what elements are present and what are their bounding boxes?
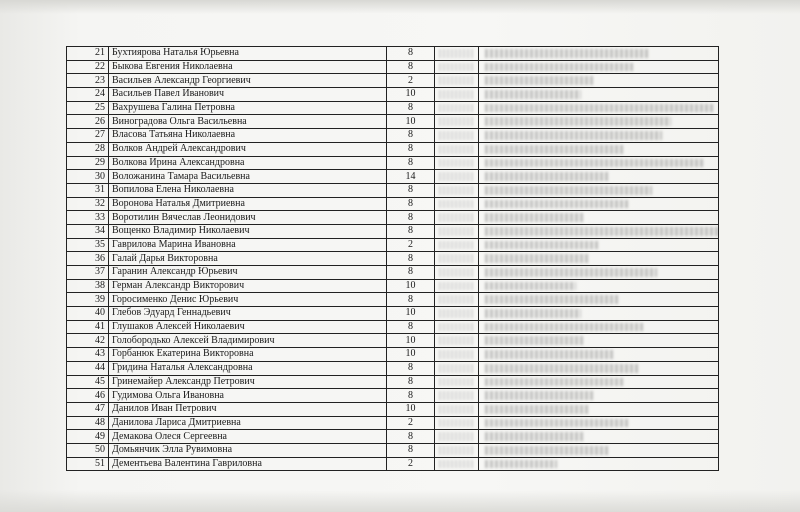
grade-value: 8	[387, 156, 435, 170]
redacted-cell	[435, 238, 479, 252]
person-name: Вахрушева Галина Петровна	[109, 101, 387, 115]
row-number: 25	[67, 101, 109, 115]
person-name: Гудимова Ольга Ивановна	[109, 389, 387, 403]
person-name: Виноградова Ольга Васильевна	[109, 115, 387, 129]
redacted-phone	[479, 142, 719, 156]
row-number: 29	[67, 156, 109, 170]
row-number: 27	[67, 129, 109, 143]
row-number: 42	[67, 334, 109, 348]
grade-value: 8	[387, 252, 435, 266]
table-row	[67, 457, 719, 471]
person-name: Горосименко Денис Юрьевич	[109, 293, 387, 307]
grade-value: 8	[387, 266, 435, 280]
row-number: 50	[67, 443, 109, 457]
person-name: Воронова Наталья Дмитриевна	[109, 197, 387, 211]
redacted-phone	[479, 101, 719, 115]
table-row	[67, 47, 719, 61]
row-number: 24	[67, 88, 109, 102]
row-number: 37	[67, 266, 109, 280]
grade-value: 8	[387, 142, 435, 156]
redacted-phone	[479, 457, 719, 471]
table-row	[67, 142, 719, 156]
redacted-cell	[435, 457, 479, 471]
grade-value: 8	[387, 293, 435, 307]
person-name: Гаврилова Марина Ивановна	[109, 238, 387, 252]
grade-value: 2	[387, 238, 435, 252]
row-number: 26	[67, 115, 109, 129]
table-row	[67, 375, 719, 389]
row-number: 44	[67, 361, 109, 375]
redacted-phone	[479, 47, 719, 61]
grade-value: 2	[387, 416, 435, 430]
grade-value: 14	[387, 170, 435, 184]
table-row	[67, 307, 719, 321]
redacted-phone	[479, 211, 719, 225]
table-row	[67, 211, 719, 225]
grade-value: 8	[387, 47, 435, 61]
redacted-cell	[435, 348, 479, 362]
redacted-phone	[479, 252, 719, 266]
row-number: 40	[67, 307, 109, 321]
row-number: 48	[67, 416, 109, 430]
row-number: 22	[67, 60, 109, 74]
redacted-cell	[435, 211, 479, 225]
person-name: Гринемайер Александр Петрович	[109, 375, 387, 389]
person-name: Домьянчик Элла Рувимовна	[109, 443, 387, 457]
table-row	[67, 115, 719, 129]
redacted-cell	[435, 142, 479, 156]
table-row	[67, 101, 719, 115]
table-row	[67, 443, 719, 457]
redacted-phone	[479, 279, 719, 293]
redacted-cell	[435, 320, 479, 334]
redacted-cell	[435, 60, 479, 74]
redacted-phone	[479, 334, 719, 348]
redacted-cell	[435, 88, 479, 102]
grade-value: 2	[387, 74, 435, 88]
grade-value: 8	[387, 361, 435, 375]
redacted-cell	[435, 47, 479, 61]
redacted-phone	[479, 183, 719, 197]
redacted-cell	[435, 416, 479, 430]
redacted-cell	[435, 183, 479, 197]
person-name: Демакова Олеся Сергеевна	[109, 430, 387, 444]
table-row	[67, 266, 719, 280]
top-edge-shadow	[0, 0, 800, 14]
table-row	[67, 320, 719, 334]
person-name: Бухтиярова Наталья Юрьевна	[109, 47, 387, 61]
redacted-phone	[479, 307, 719, 321]
redacted-phone	[479, 115, 719, 129]
row-number: 32	[67, 197, 109, 211]
redacted-cell	[435, 307, 479, 321]
redacted-cell	[435, 156, 479, 170]
person-name: Галай Дарья Викторовна	[109, 252, 387, 266]
table-row	[67, 60, 719, 74]
redacted-phone	[479, 361, 719, 375]
table-row	[67, 170, 719, 184]
person-name: Герман Александр Викторович	[109, 279, 387, 293]
grade-value: 8	[387, 320, 435, 334]
person-name: Воротилин Вячеслав Леонидович	[109, 211, 387, 225]
person-name: Глебов Эдуард Геннадьевич	[109, 307, 387, 321]
row-number: 38	[67, 279, 109, 293]
row-number: 45	[67, 375, 109, 389]
person-name: Власова Татьяна Николаевна	[109, 129, 387, 143]
grade-value: 8	[387, 443, 435, 457]
redacted-cell	[435, 129, 479, 143]
grade-value: 10	[387, 115, 435, 129]
row-number: 33	[67, 211, 109, 225]
row-number: 46	[67, 389, 109, 403]
row-number: 21	[67, 47, 109, 61]
row-number: 34	[67, 224, 109, 238]
redacted-phone	[479, 266, 719, 280]
table-row	[67, 279, 719, 293]
redacted-cell	[435, 197, 479, 211]
row-number: 41	[67, 320, 109, 334]
table-row	[67, 348, 719, 362]
table-row	[67, 293, 719, 307]
grade-value: 10	[387, 348, 435, 362]
redacted-phone	[479, 156, 719, 170]
redacted-phone	[479, 197, 719, 211]
person-name: Вопилова Елена Николаевна	[109, 183, 387, 197]
redacted-cell	[435, 224, 479, 238]
row-number: 30	[67, 170, 109, 184]
redacted-phone	[479, 402, 719, 416]
grade-value: 8	[387, 211, 435, 225]
redacted-cell	[435, 443, 479, 457]
person-name: Голобородько Алексей Владимирович	[109, 334, 387, 348]
table-row	[67, 238, 719, 252]
table-row	[67, 334, 719, 348]
grade-value: 8	[387, 430, 435, 444]
person-name: Волков Андрей Александрович	[109, 142, 387, 156]
grade-value: 8	[387, 183, 435, 197]
table-row	[67, 389, 719, 403]
row-number: 39	[67, 293, 109, 307]
table-row	[67, 74, 719, 88]
person-name: Гаранин Александр Юрьевич	[109, 266, 387, 280]
table-row	[67, 430, 719, 444]
redacted-cell	[435, 334, 479, 348]
person-name: Данилов Иван Петрович	[109, 402, 387, 416]
person-name: Васильев Павел Иванович	[109, 88, 387, 102]
grade-value: 10	[387, 279, 435, 293]
redacted-cell	[435, 375, 479, 389]
redacted-phone	[479, 224, 719, 238]
person-name: Воложанина Тамара Васильевна	[109, 170, 387, 184]
redacted-phone	[479, 60, 719, 74]
table-row	[67, 361, 719, 375]
person-name: Гридина Наталья Александровна	[109, 361, 387, 375]
grade-value: 8	[387, 60, 435, 74]
person-name: Волкова Ирина Александровна	[109, 156, 387, 170]
table-row	[67, 402, 719, 416]
table-row	[67, 416, 719, 430]
table-row	[67, 129, 719, 143]
bottom-edge-shadow	[0, 490, 800, 512]
row-number: 43	[67, 348, 109, 362]
table-row	[67, 88, 719, 102]
margin-bleed-through	[6, 150, 24, 370]
table-row	[67, 224, 719, 238]
grade-value: 8	[387, 375, 435, 389]
person-name: Горбанюк Екатерина Викторовна	[109, 348, 387, 362]
person-name: Глушаков Алексей Николаевич	[109, 320, 387, 334]
grade-value: 8	[387, 224, 435, 238]
grade-value: 10	[387, 307, 435, 321]
redacted-phone	[479, 238, 719, 252]
grade-value: 8	[387, 101, 435, 115]
redacted-cell	[435, 101, 479, 115]
redacted-cell	[435, 389, 479, 403]
row-number: 28	[67, 142, 109, 156]
redacted-cell	[435, 74, 479, 88]
redacted-cell	[435, 430, 479, 444]
redacted-cell	[435, 293, 479, 307]
person-name: Быкова Евгения Николаевна	[109, 60, 387, 74]
row-number: 35	[67, 238, 109, 252]
redacted-phone	[479, 430, 719, 444]
redacted-cell	[435, 170, 479, 184]
row-number: 31	[67, 183, 109, 197]
row-number: 47	[67, 402, 109, 416]
grade-value: 8	[387, 129, 435, 143]
redacted-cell	[435, 361, 479, 375]
redacted-phone	[479, 74, 719, 88]
redacted-cell	[435, 402, 479, 416]
row-number: 36	[67, 252, 109, 266]
redacted-phone	[479, 129, 719, 143]
roster-body	[67, 47, 719, 471]
redacted-cell	[435, 252, 479, 266]
grade-value: 10	[387, 402, 435, 416]
grade-value: 10	[387, 88, 435, 102]
table-row	[67, 197, 719, 211]
redacted-cell	[435, 115, 479, 129]
redacted-phone	[479, 170, 719, 184]
row-number: 23	[67, 74, 109, 88]
person-name: Дементьева Валентина Гавриловна	[109, 457, 387, 471]
person-name: Данилова Лариса Дмитриевна	[109, 416, 387, 430]
redacted-phone	[479, 389, 719, 403]
redacted-phone	[479, 443, 719, 457]
table-row	[67, 252, 719, 266]
redacted-phone	[479, 88, 719, 102]
person-name: Васильев Александр Георгиевич	[109, 74, 387, 88]
redacted-phone	[479, 293, 719, 307]
redacted-cell	[435, 279, 479, 293]
grade-value: 2	[387, 457, 435, 471]
grade-value: 10	[387, 334, 435, 348]
person-name: Вощенко Владимир Николаевич	[109, 224, 387, 238]
redacted-phone	[479, 320, 719, 334]
roster-table	[66, 46, 719, 471]
grade-value: 8	[387, 389, 435, 403]
redacted-phone	[479, 375, 719, 389]
row-number: 51	[67, 457, 109, 471]
grade-value: 8	[387, 197, 435, 211]
redacted-phone	[479, 348, 719, 362]
table-row	[67, 183, 719, 197]
table-row	[67, 156, 719, 170]
row-number: 49	[67, 430, 109, 444]
redacted-phone	[479, 416, 719, 430]
redacted-cell	[435, 266, 479, 280]
